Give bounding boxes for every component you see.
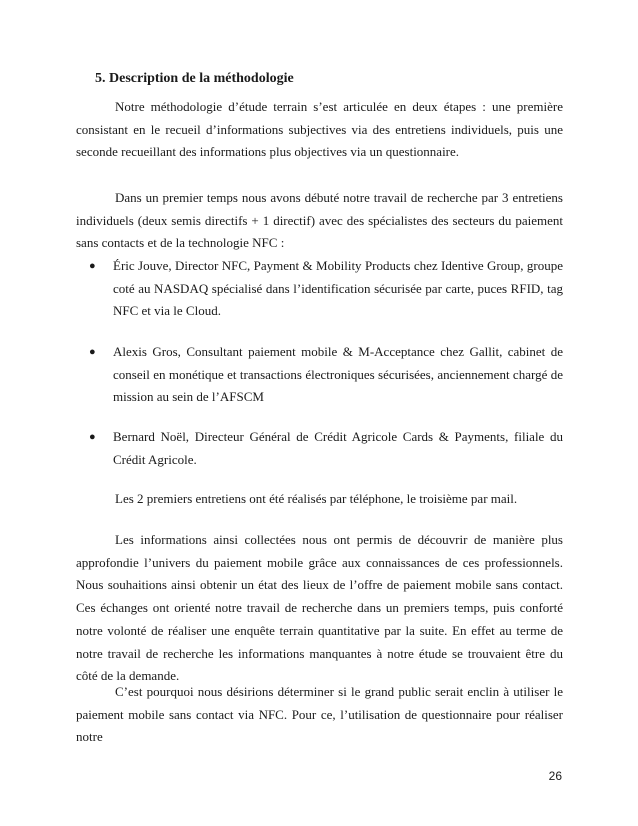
paragraph-methodology-intro: Notre méthodologie d’étude terrain s’est articulée en deux étapes : une première consistant en le recueil d’informations subjectives via des entretiens individuels, puis une seconde recueillant des informations plus objectives via un questionnaire. [76, 99, 563, 160]
paragraph-interview-modes: Les 2 premiers entretiens ont été réalisés par téléphone, le troisième par mail. [115, 491, 518, 506]
bullet-icon: ● [89, 346, 96, 358]
page-number: 26 [548, 769, 562, 783]
bullet-text: Bernard Noël, Directeur Général de Crédit Agricole Cards & Payments, filiale du Crédit Agricole. [113, 429, 563, 467]
bullet-text: Éric Jouve, Director NFC, Payment & Mobility Products chez Identive Group, groupe coté au NASDAQ spécialisé dans l’identification sécurisée par carte, puces RFID, tag NFC et via le Cloud. [113, 258, 563, 319]
bullet-text: Alexis Gros, Consultant paiement mobile & M-Acceptance chez Gallit, cabinet de conseil en monétique et transactions électroniques sécurisées, anciennement chargé de mission au sein de l’AFSCM [113, 344, 563, 405]
paragraph-information-collected: Les informations ainsi collectées nous ont permis de découvrir de manière plus approfondie l’univers du paiement mobile grâce aux connaissances de ces professionnels. Nous souhaitions ainsi obtenir un état des lieux de l’offre de paiement mobile sans contact. Ces échanges ont orienté notre travail de recherche dans un premiers temps, puis conforté notre volonté de réaliser une enquête terrain quantitative par la suite. En effet au terme de notre travail de recherche les informations manquantes à notre étude se trouvaient être du côté de la demande. [76, 532, 563, 684]
paragraph-public-study: C’est pourquoi nous désirions déterminer si le grand public serait enclin à utiliser le paiement mobile sans contact via NFC. Pour ce, l’utilisation de questionnaire pour réaliser notre [76, 684, 563, 745]
paragraph-interviews-intro: Dans un premier temps nous avons débuté notre travail de recherche par 3 entretiens individuels (deux semis directifs + 1 directif) avec des spécialistes des secteurs du paiement sans contacts et de la technologie NFC : [76, 190, 563, 251]
bullet-icon: ● [89, 431, 96, 443]
bullet-icon: ● [89, 260, 96, 272]
section-heading: 5. Description de la méthodologie [95, 71, 294, 86]
